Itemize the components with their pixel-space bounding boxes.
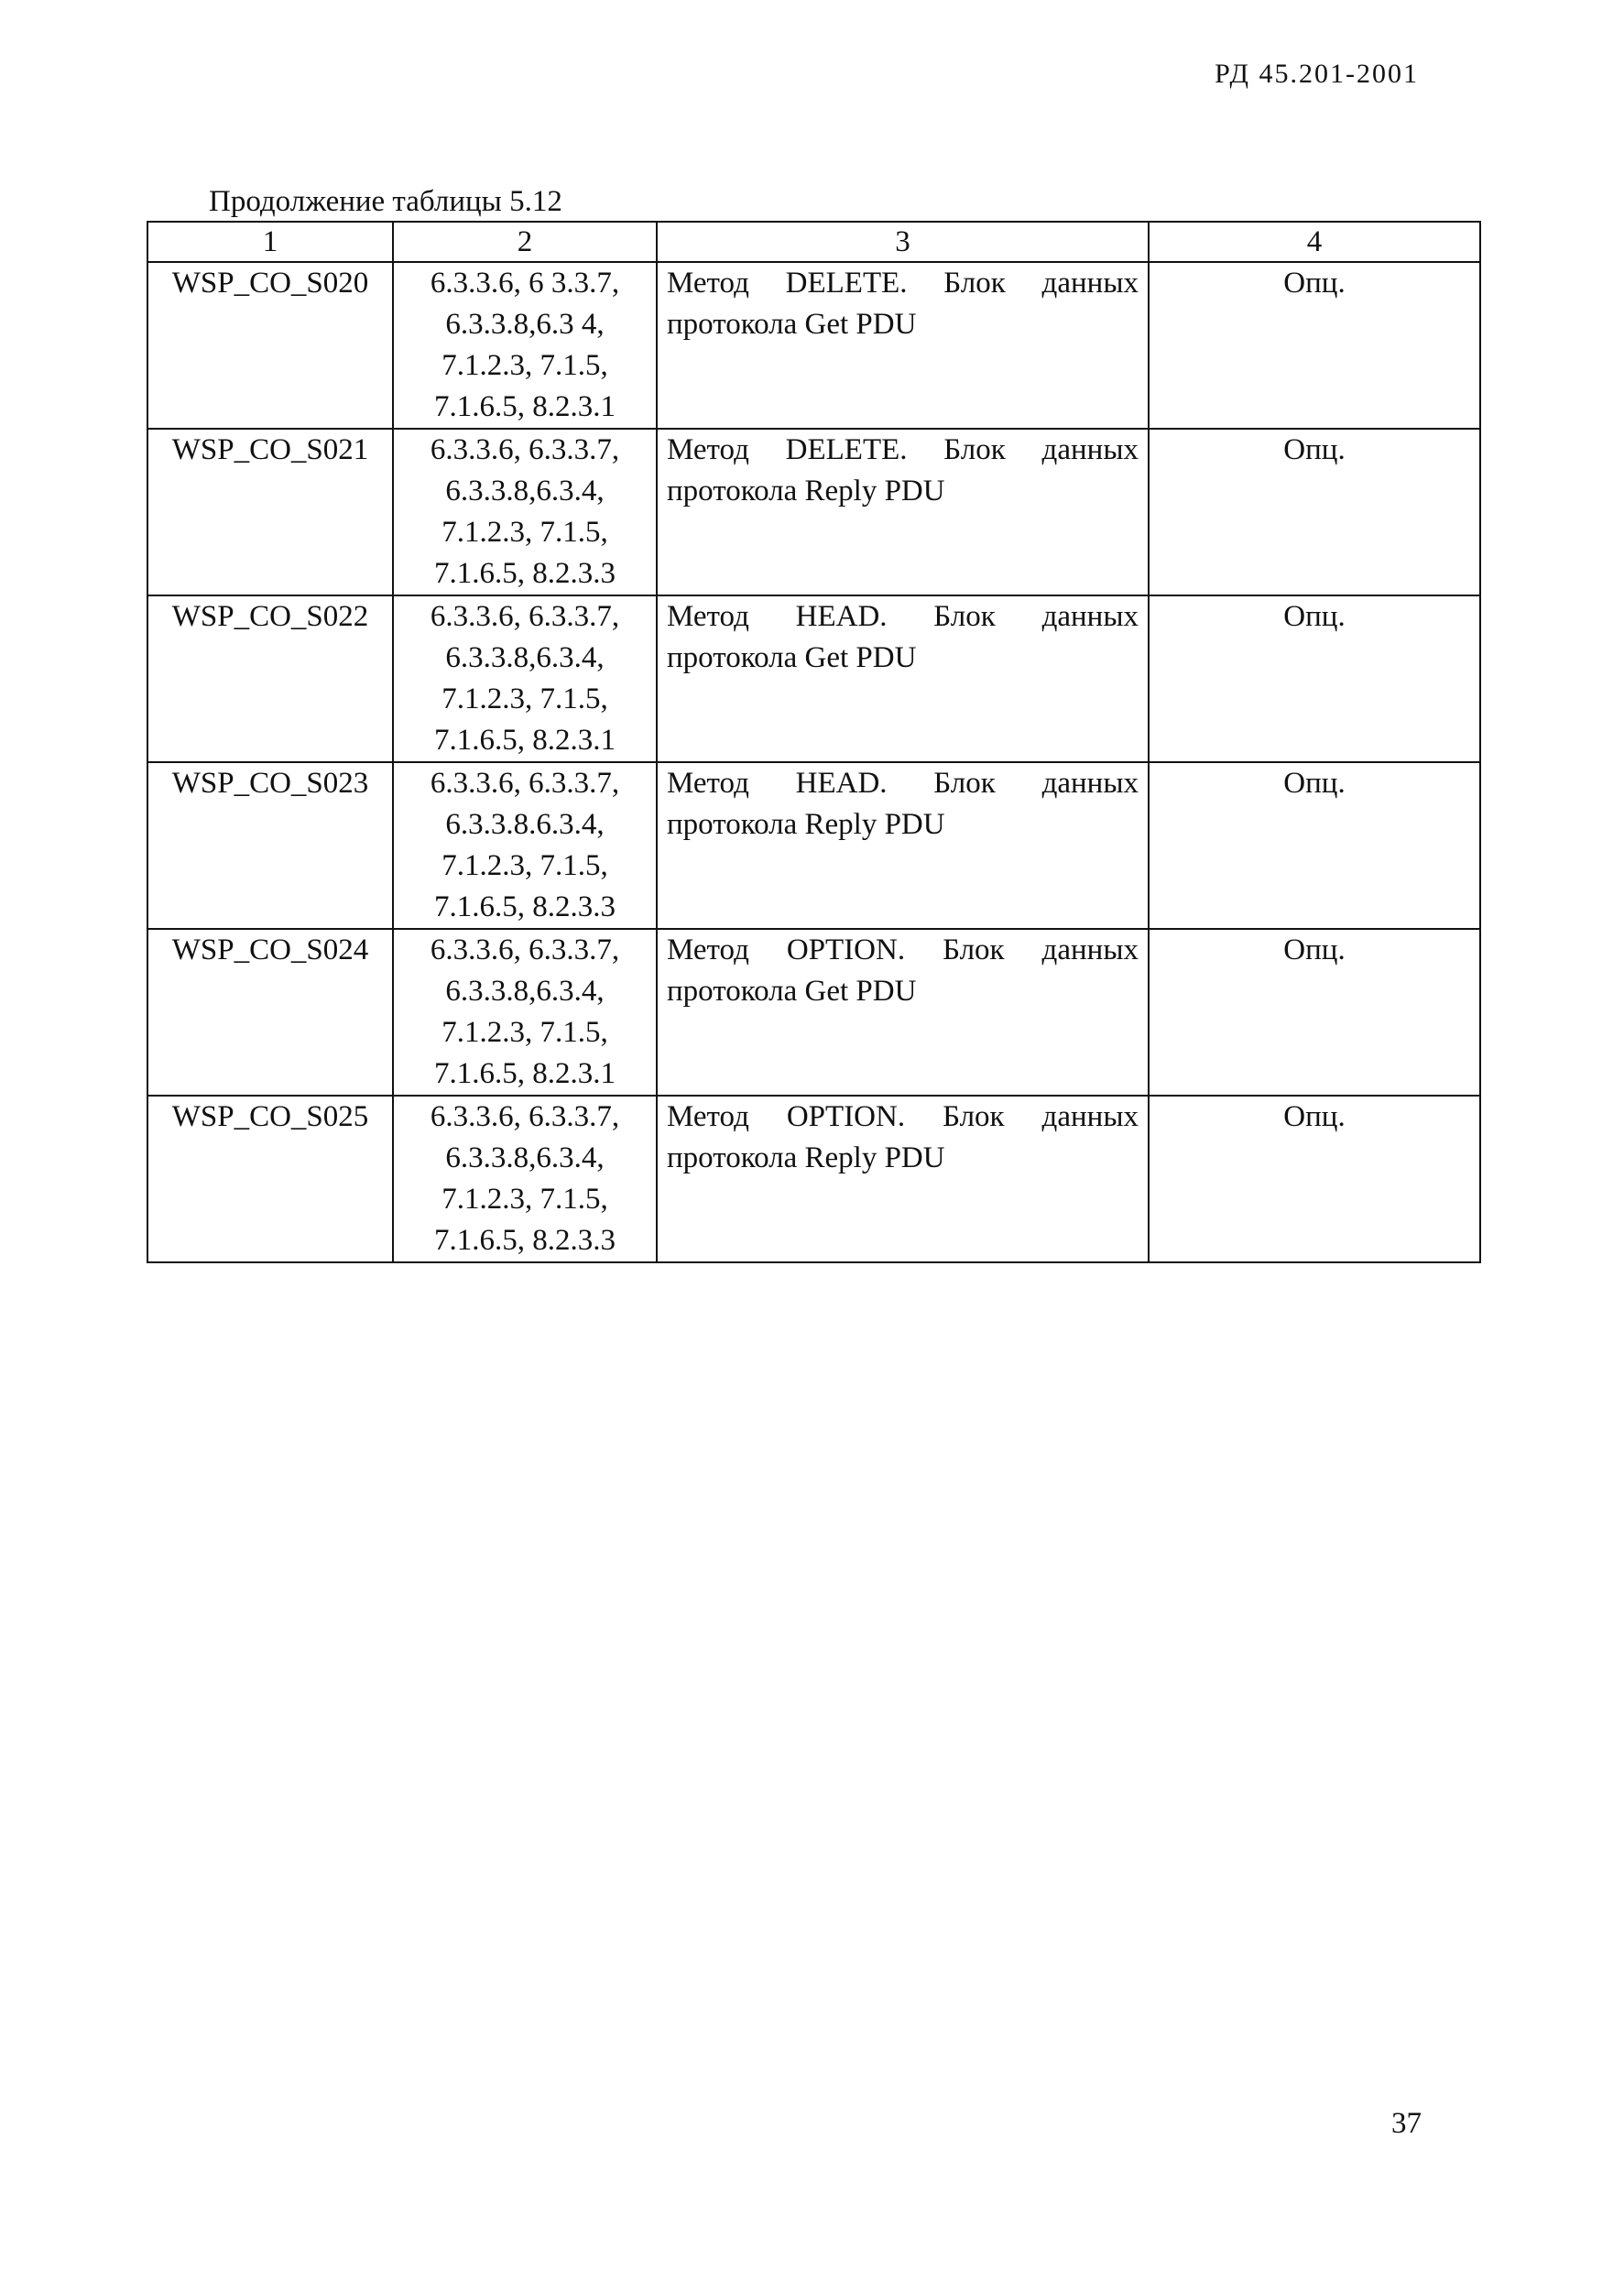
table-row — [147, 1096, 1480, 1262]
status-cell: Опц. — [1149, 762, 1480, 929]
reference-line: 7.1.6.5, 8.2.3.1 — [434, 724, 616, 757]
description-cell: Метод OPTION. Блок данных протокола Get PDU — [657, 929, 1149, 1096]
reference-line: 7.1.6.5, 8.2.3.3 — [434, 557, 616, 590]
reference-line: 6.3.3.8,6.3.4, — [445, 975, 605, 1008]
reference-line: 7.1.2.3, 7.1.5, — [441, 1183, 608, 1216]
requirement-id: WSP_CO_S020 — [147, 262, 393, 429]
reference-line: 7.1.6.5, 8.2.3.1 — [434, 1057, 616, 1090]
table-row — [147, 595, 1480, 762]
reference-cell — [393, 1096, 657, 1262]
reference-cell — [393, 262, 657, 429]
description-cell: Метод OPTION. Блок данных протокола Reply PDU — [657, 1096, 1149, 1262]
description-cell: Метод HEAD. Блок данных протокола Get PDU — [657, 595, 1149, 762]
table-header — [147, 222, 1480, 262]
description-cell: Метод DELETE. Блок данных протокола Get PDU — [657, 262, 1149, 429]
reference-line: 7.1.2.3, 7.1.5, — [441, 849, 608, 882]
reference-line: 7.1.2.3, 7.1.5, — [441, 682, 608, 715]
column-header-1: 1 — [147, 222, 393, 262]
requirement-id: WSP_CO_S024 — [147, 929, 393, 1096]
reference-line: 7.1.6.5, 8.2.3.1 — [434, 390, 616, 423]
reference-line: 7.1.2.3, 7.1.5, — [441, 516, 608, 549]
reference-cell — [393, 762, 657, 929]
status-cell: Опц. — [1149, 595, 1480, 762]
page-number: 37 — [1391, 2107, 1422, 2140]
table-row — [147, 429, 1480, 595]
reference-line: 6.3.3.8,6.3 4, — [445, 308, 605, 341]
column-number-row — [147, 222, 1480, 262]
reference-cell — [393, 929, 657, 1096]
reference-line: 6.3.3.8.6.3.4, — [445, 808, 605, 841]
reference-line: 7.1.6.5, 8.2.3.3 — [434, 1224, 616, 1257]
column-header-4: 4 — [1149, 222, 1480, 262]
column-header-3: 3 — [657, 222, 1149, 262]
description-cell: Метод DELETE. Блок данных протокола Reply PDU — [657, 429, 1149, 595]
table-body — [147, 262, 1480, 1262]
reference-cell — [393, 429, 657, 595]
reference-line: 7.1.2.3, 7.1.5, — [441, 1016, 608, 1049]
requirement-id: WSP_CO_S023 — [147, 762, 393, 929]
reference-line: 6.3.3.8,6.3.4, — [445, 641, 605, 674]
description-cell: Метод HEAD. Блок данных протокола Reply PDU — [657, 762, 1149, 929]
reference-line: 6.3.3.6, 6.3.3.7, — [430, 933, 620, 966]
status-cell: Опц. — [1149, 262, 1480, 429]
status-cell: Опц. — [1149, 1096, 1480, 1262]
reference-cell — [393, 595, 657, 762]
reference-line: 6.3.3.6, 6.3.3.7, — [430, 1100, 620, 1133]
requirement-id: WSP_CO_S022 — [147, 595, 393, 762]
reference-line: 7.1.2.3, 7.1.5, — [441, 349, 608, 382]
reference-line: 6.3.3.8,6.3.4, — [445, 475, 605, 508]
column-header-2: 2 — [393, 222, 657, 262]
reference-line: 6.3.3.6, 6.3.3.7, — [430, 600, 620, 633]
reference-line: 7.1.6.5, 8.2.3.3 — [434, 890, 616, 923]
document-code: РД 45.201-2001 — [1215, 59, 1419, 89]
reference-line: 6.3.3.8,6.3.4, — [445, 1141, 605, 1174]
reference-line: 6.3.3.6, 6.3.3.7, — [430, 767, 620, 800]
table-row — [147, 262, 1480, 429]
status-cell: Опц. — [1149, 929, 1480, 1096]
status-cell: Опц. — [1149, 429, 1480, 595]
reference-line: 6.3.3.6, 6.3.3.7, — [430, 433, 620, 466]
table-row — [147, 929, 1480, 1096]
reference-line: 6.3.3.6, 6 3.3.7, — [430, 267, 620, 300]
table-row — [147, 762, 1480, 929]
table-caption: Продолжение таблицы 5.12 — [209, 185, 562, 218]
specification-table — [147, 221, 1481, 1263]
requirement-id: WSP_CO_S025 — [147, 1096, 393, 1262]
requirement-id: WSP_CO_S021 — [147, 429, 393, 595]
